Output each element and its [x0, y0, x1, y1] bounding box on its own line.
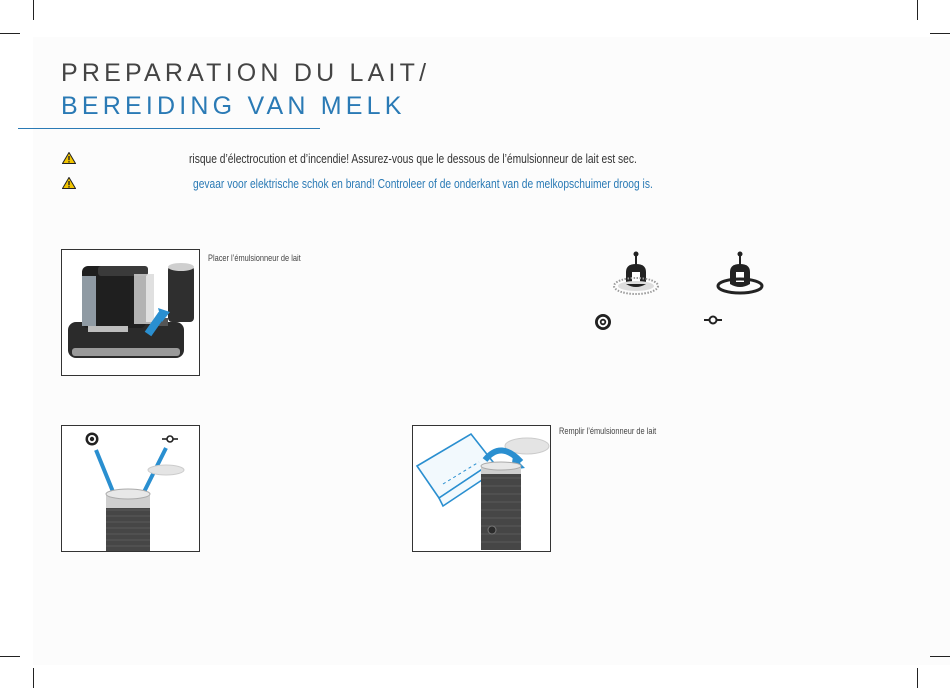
frother-whisk-illustration [62, 426, 199, 551]
whisk-heat-icon [714, 250, 766, 300]
froth-mode-icon [594, 313, 612, 331]
crop-mark-bottom-right-v [917, 668, 918, 688]
figure-select-whisk [61, 425, 200, 552]
crop-mark-top-left-h [0, 33, 20, 34]
caption-fill-frother: Remplir l’émulsionneur de lait [559, 426, 657, 437]
warning-text-fr: risque d’électrocution et d’incendie! Assurez-vous que le dessous de l’émulsionneur de lait est sec. [189, 152, 637, 166]
crop-mark-top-right-h [930, 33, 950, 34]
figure-fill-frother [412, 425, 551, 552]
figure-place-frother [61, 249, 200, 376]
warning-text-nl: gevaar voor elektrische schok en brand! Controleer of de onderkant van de melkopschuimer droog is. [193, 177, 653, 191]
warning-icon [62, 152, 76, 164]
crop-mark-bottom-left-v [33, 668, 34, 688]
crop-mark-top-left-v [33, 0, 34, 20]
warning-icon [62, 177, 76, 189]
title-divider [18, 128, 320, 129]
coffee-machine-illustration [62, 250, 199, 375]
crop-mark-top-right-v [917, 0, 918, 20]
page-title-fr: PREPARATION DU LAIT/ [61, 59, 431, 87]
caption-place-frother: Placer l’émulsionneur de lait [208, 253, 301, 264]
crop-mark-bottom-right-h [930, 656, 950, 657]
whisk-froth-icon [610, 250, 662, 300]
milk-pouring-illustration [413, 426, 550, 551]
heat-mode-icon [703, 314, 723, 326]
page-title-nl: BEREIDING VAN MELK [61, 92, 406, 120]
crop-mark-bottom-left-h [0, 656, 20, 657]
